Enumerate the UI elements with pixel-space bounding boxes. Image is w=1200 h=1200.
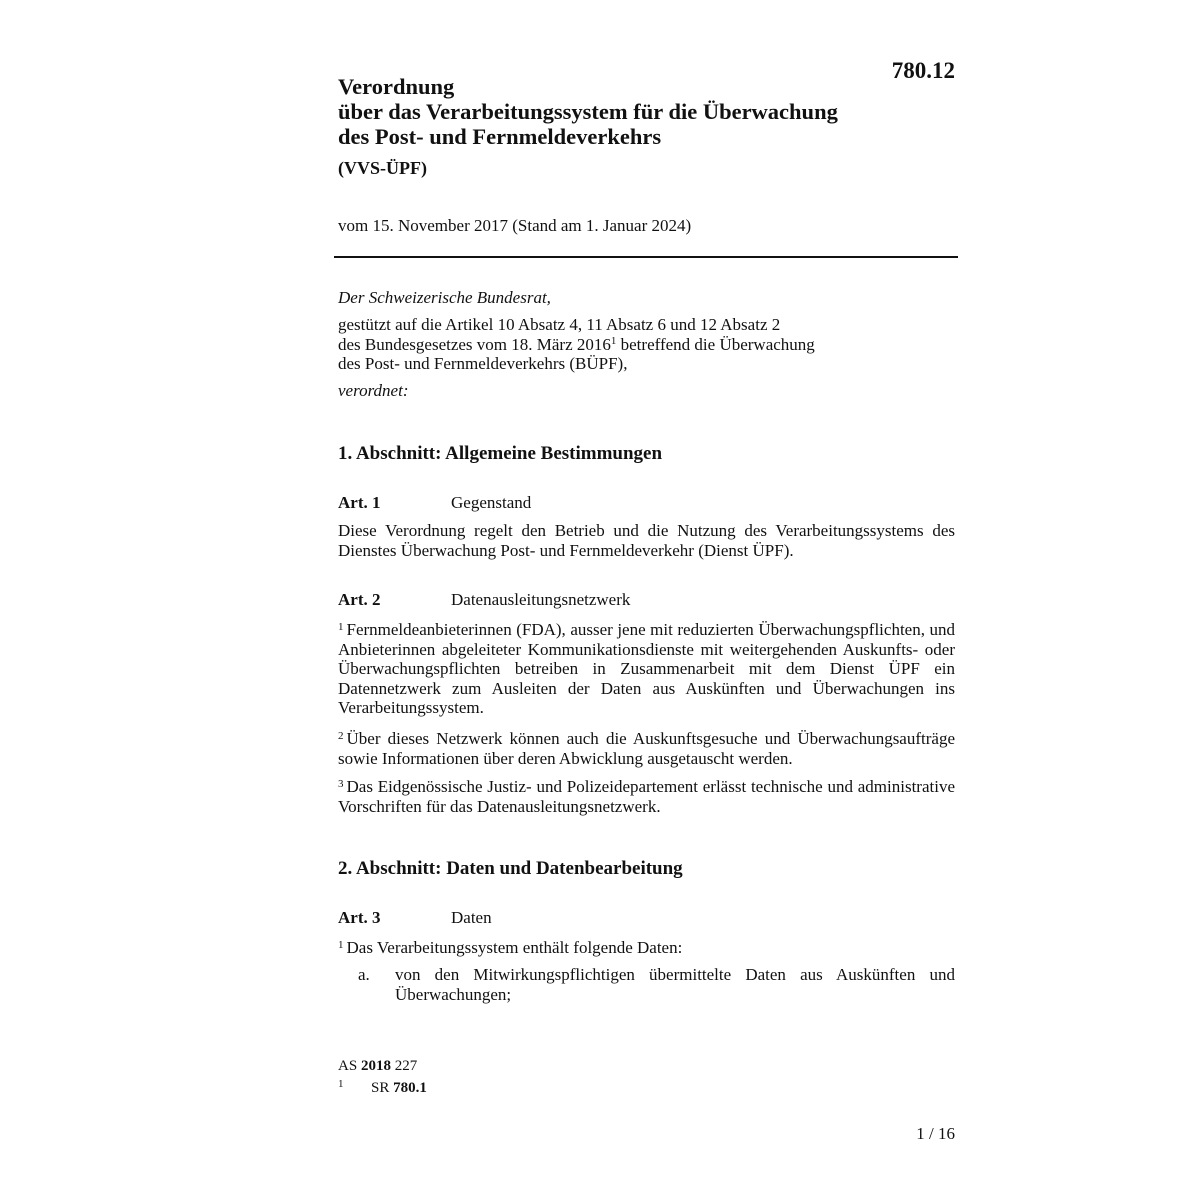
title-line-3: des Post- und Fernmeldeverkehrs xyxy=(338,124,662,149)
as-year: 2018 xyxy=(360,1058,391,1074)
art-3-label: Art. 3 xyxy=(338,908,381,927)
as-page: 227 xyxy=(390,1058,418,1074)
art-2-paragraph-3 xyxy=(338,775,955,816)
official-compilation-ref xyxy=(338,1058,417,1075)
title-line-1: Verordnung xyxy=(338,74,455,99)
art-3-paragraph-1 xyxy=(338,936,955,958)
list-item-letter: a. xyxy=(358,965,370,984)
title-line-2: über das Verarbeitungssystem für die Überwachung xyxy=(338,99,838,124)
preamble-basis-line-1: gestützt auf die Artikel 10 Absatz 4, 11 Absatz 6 und 12 Absatz 2 xyxy=(338,315,781,334)
footnote-1-text xyxy=(371,1080,427,1097)
preamble-decrees: verordnet: xyxy=(338,381,409,400)
art-2-paragraph-2-text: Über dieses Netzwerk können auch die Auskunftsgesuche und Überwachungsaufträge sowie Informationen über deren Abwicklung ausgetauscht werden. xyxy=(338,729,955,768)
paragraph-number: 1 xyxy=(338,939,344,951)
art-2-paragraph-2 xyxy=(338,727,955,768)
art-1-label: Art. 1 xyxy=(338,493,381,512)
art-2-paragraph-3-text: Das Eidgenössische Justiz- und Polizeidepartement erlässt technische und administrative Vorschriften für das Datenausleitungsnetzwerk. xyxy=(338,777,955,816)
art-3-paragraph-1-text: Das Verarbeitungssystem enthält folgende Daten: xyxy=(346,938,683,957)
preamble-basis-line-2-b: betreffend die Überwachung xyxy=(616,334,815,354)
footnote-ref-1[interactable]: 1 xyxy=(610,334,617,347)
art-3-list-item-a: von den Mitwirkungspflichtigen übermittelte Daten aus Auskünften und Überwachungen; xyxy=(395,965,955,1004)
preamble-basis-line-3: des Post- und Fernmeldeverkehrs (BÜPF), xyxy=(338,354,628,373)
paragraph-number: 1 xyxy=(338,621,344,633)
art-2-title: Datenausleitungsnetzwerk xyxy=(451,590,631,609)
as-prefix: AS xyxy=(338,1058,361,1074)
art-3-title: Daten xyxy=(451,908,492,927)
paragraph-number: 2 xyxy=(338,730,344,742)
art-1-text: Diese Verordnung regelt den Betrieb und die Nutzung des Verarbeitungssystems des Dienstes Überwachung Post- und Fernmeldeverkehr (Dienst ÜPF). xyxy=(338,521,955,560)
date-line: vom 15. November 2017 (Stand am 1. Januar 2024) xyxy=(338,216,692,235)
paragraph-number: 3 xyxy=(338,778,344,790)
preamble-basis xyxy=(338,315,898,374)
section-1-heading: 1. Abschnitt: Allgemeine Bestimmungen xyxy=(338,443,663,464)
footnote-1 xyxy=(338,1078,344,1097)
footnote-prefix: SR xyxy=(371,1080,394,1096)
header-divider xyxy=(334,256,958,258)
document-title xyxy=(338,74,898,181)
sr-number: 780.12 xyxy=(891,58,955,83)
art-1-title: Gegenstand xyxy=(451,493,532,512)
art-2-paragraph-1 xyxy=(338,618,955,718)
section-2-heading: 2. Abschnitt: Daten und Datenbearbeitung xyxy=(338,858,683,879)
preamble-basis-line-2 xyxy=(338,335,898,355)
footnote-number: 1 xyxy=(338,1078,344,1090)
preamble-basis-line-2-a: des Bundesgesetzes vom 18. März 2016 xyxy=(338,334,611,354)
preamble-authority: Der Schweizerische Bundesrat, xyxy=(338,288,551,307)
footnote-sr-ref[interactable]: 780.1 xyxy=(393,1080,427,1096)
art-2-paragraph-1-text: Fernmeldeanbieterinnen (FDA), ausser jene mit reduzierten Überwachungspflichten, und Anbieterinnen abgeleiteter Kommunikationsdienste mit weitergehenden Auskunfts- oder Überwachungspflichten betreiben in Zusammenarbeit mit dem Dienst ÜPF ein Datennetzwerk zum Ausleiten der Daten aus Auskünften und Überwachungen ins Verarbeitungssystem. xyxy=(338,620,955,717)
page-number: 1 / 16 xyxy=(916,1124,955,1143)
title-abbreviation: (VVS-ÜPF) xyxy=(338,158,427,178)
art-2-label: Art. 2 xyxy=(338,590,381,609)
